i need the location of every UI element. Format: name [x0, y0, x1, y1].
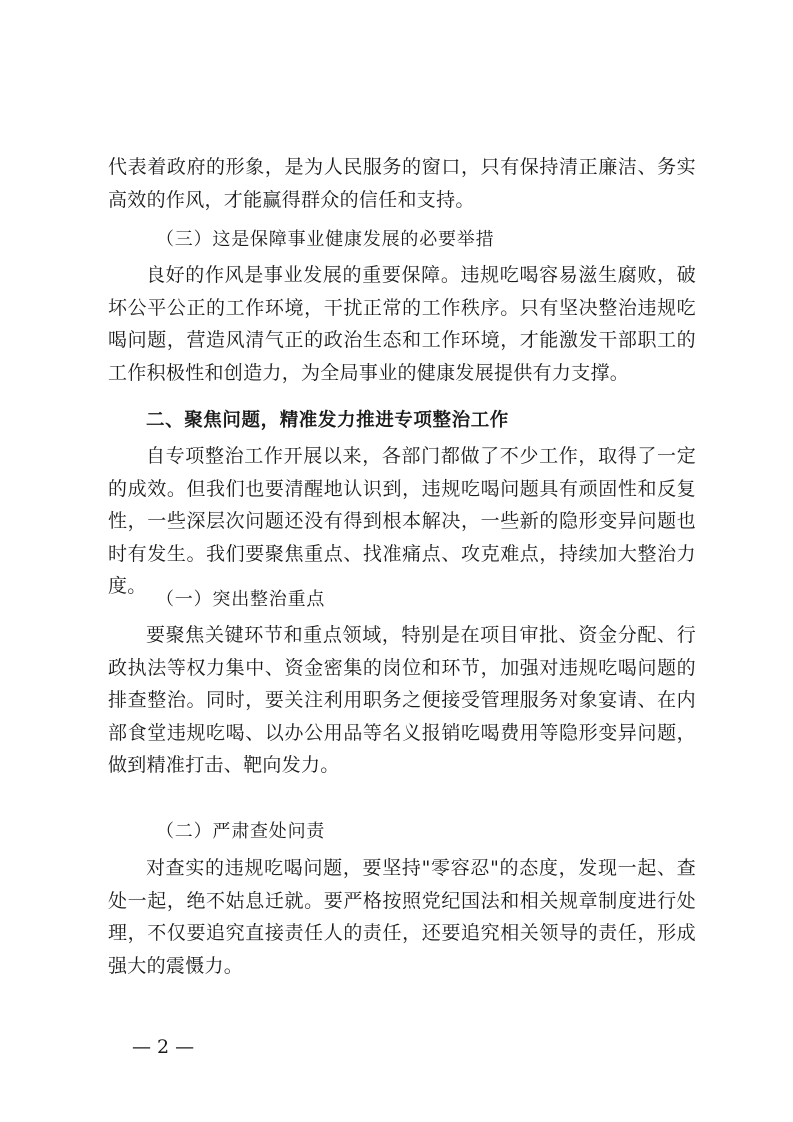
- body-paragraph: [108, 852, 696, 982]
- body-paragraph: [108, 151, 696, 216]
- subheading-three: （三）这是保障事业健康发展的必要举措: [156, 229, 495, 250]
- body-paragraph: [108, 259, 696, 389]
- section-heading: [108, 405, 696, 438]
- paragraph-focus: 要聚焦关键环节和重点领域，特别是在项目审批、资金分配、行政执法等权力集中、资金密集的岗位和环节，加强对违规吃喝问题的排查整治。同时，要关注利用职务之便接受管理服务对象宴请、在内部食堂违规吃喝、以办公用品等名义报销吃喝费用等隐形变异问题，做到精准打击、靶向发力。: [108, 624, 696, 776]
- section-subheading: [108, 816, 696, 849]
- paragraph-accountability: 对查实的违规吃喝问题，要坚持"零容忍"的态度，发现一起、查处一起，绝不姑息迁就。要严格按照党纪国法和相关规章制度进行处理，不仅要追究直接责任人的责任，还要追究相关领导的责任，形成强大的震慑力。: [108, 857, 696, 977]
- heading-two: 二、聚焦问题，精准发力推进专项整治工作: [146, 410, 509, 431]
- body-paragraph: [108, 619, 696, 782]
- section-subheading: [108, 224, 696, 257]
- subheading-two: （二）严肃查处问责: [156, 821, 326, 842]
- page-number: — 2 —: [132, 1036, 195, 1058]
- subheading-one: （一）突出整治重点: [156, 589, 326, 610]
- paragraph-progress: 自专项整治工作开展以来，各部门都做了不少工作，取得了一定的成效。但我们也要清醒地认识到，违规吃喝问题具有顽固性和反复性，一些深层次问题还没有得到根本解决，一些新的隐形变异问题也时有发生。我们要聚焦重点、找准痛点、攻克难点，持续加大整治力度。: [108, 445, 696, 597]
- paragraph-continuation: 代表着政府的形象，是为人民服务的窗口，只有保持清正廉洁、务实高效的作风，才能赢得群众的信任和支持。: [108, 156, 696, 211]
- body-paragraph: [108, 440, 696, 603]
- section-subheading: [108, 584, 696, 617]
- paragraph-importance: 良好的作风是事业发展的重要保障。违规吃喝容易滋生腐败，破坏公平公正的工作环境，干扰正常的工作秩序。只有坚决整治违规吃喝问题，营造风清气正的政治生态和工作环境，才能激发干部职工的工作积极性和创造力，为全局事业的健康发展提供有力支撑。: [108, 264, 696, 384]
